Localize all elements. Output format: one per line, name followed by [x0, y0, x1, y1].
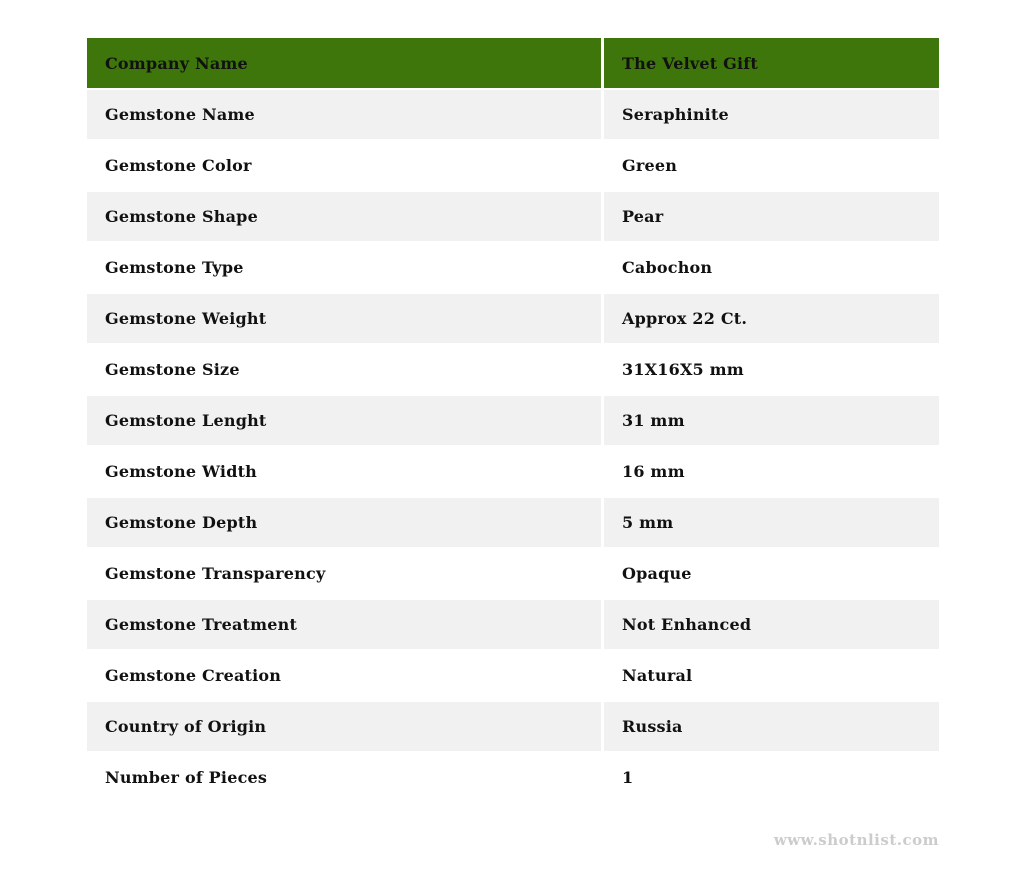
row-value-cell: Russia [604, 702, 939, 751]
table-row [87, 447, 939, 496]
table-row [87, 90, 939, 139]
header-company-label: Company Name [87, 38, 601, 88]
table-row [87, 498, 939, 547]
table-row [87, 396, 939, 445]
row-label-cell: Gemstone Shape [87, 192, 601, 241]
header-company-value: The Velvet Gift [604, 38, 939, 88]
table-row [87, 549, 939, 598]
row-label-cell: Gemstone Lenght [87, 396, 601, 445]
row-label-cell: Gemstone Depth [87, 498, 601, 547]
row-label-cell: Number of Pieces [105, 768, 268, 787]
row-value-cell: Pear [604, 192, 939, 241]
table-header-row [87, 38, 939, 88]
row-value-cell: 31 mm [604, 396, 939, 445]
row-value-cell: 16 mm [622, 462, 685, 481]
row-label-cell: Gemstone Size [105, 360, 240, 379]
row-label-cell: Gemstone Transparency [105, 564, 326, 583]
row-label-cell: Gemstone Color [105, 156, 252, 175]
watermark-text: www.shotnlist.com [773, 831, 939, 849]
table-row [87, 294, 939, 343]
row-label-cell: Gemstone Width [105, 462, 258, 481]
table-row [87, 651, 939, 700]
row-label-cell: Gemstone Treatment [87, 600, 601, 649]
gemstone-spec-table [87, 38, 939, 804]
row-value-cell: Approx 22 Ct. [604, 294, 939, 343]
row-value-cell: Natural [622, 666, 693, 685]
table-row [87, 702, 939, 751]
row-value-cell: Green [622, 156, 678, 175]
row-label-cell: Gemstone Type [105, 258, 244, 277]
table-row [87, 600, 939, 649]
row-value-cell: Opaque [622, 564, 692, 583]
row-value-cell: Seraphinite [604, 90, 939, 139]
table-row [87, 243, 939, 292]
table-body [87, 90, 939, 802]
table-row [87, 141, 939, 190]
row-value-cell: 1 [622, 768, 634, 787]
row-label-cell: Country of Origin [87, 702, 601, 751]
table-row [87, 753, 939, 802]
row-value-cell: Not Enhanced [604, 600, 939, 649]
row-label-cell: Gemstone Creation [105, 666, 282, 685]
row-label-cell: Gemstone Weight [87, 294, 601, 343]
table-row [87, 345, 939, 394]
row-value-cell: 31X16X5 mm [622, 360, 744, 379]
row-label-cell: Gemstone Name [87, 90, 601, 139]
row-value-cell: Cabochon [622, 258, 713, 277]
table-row [87, 192, 939, 241]
row-value-cell: 5 mm [604, 498, 939, 547]
